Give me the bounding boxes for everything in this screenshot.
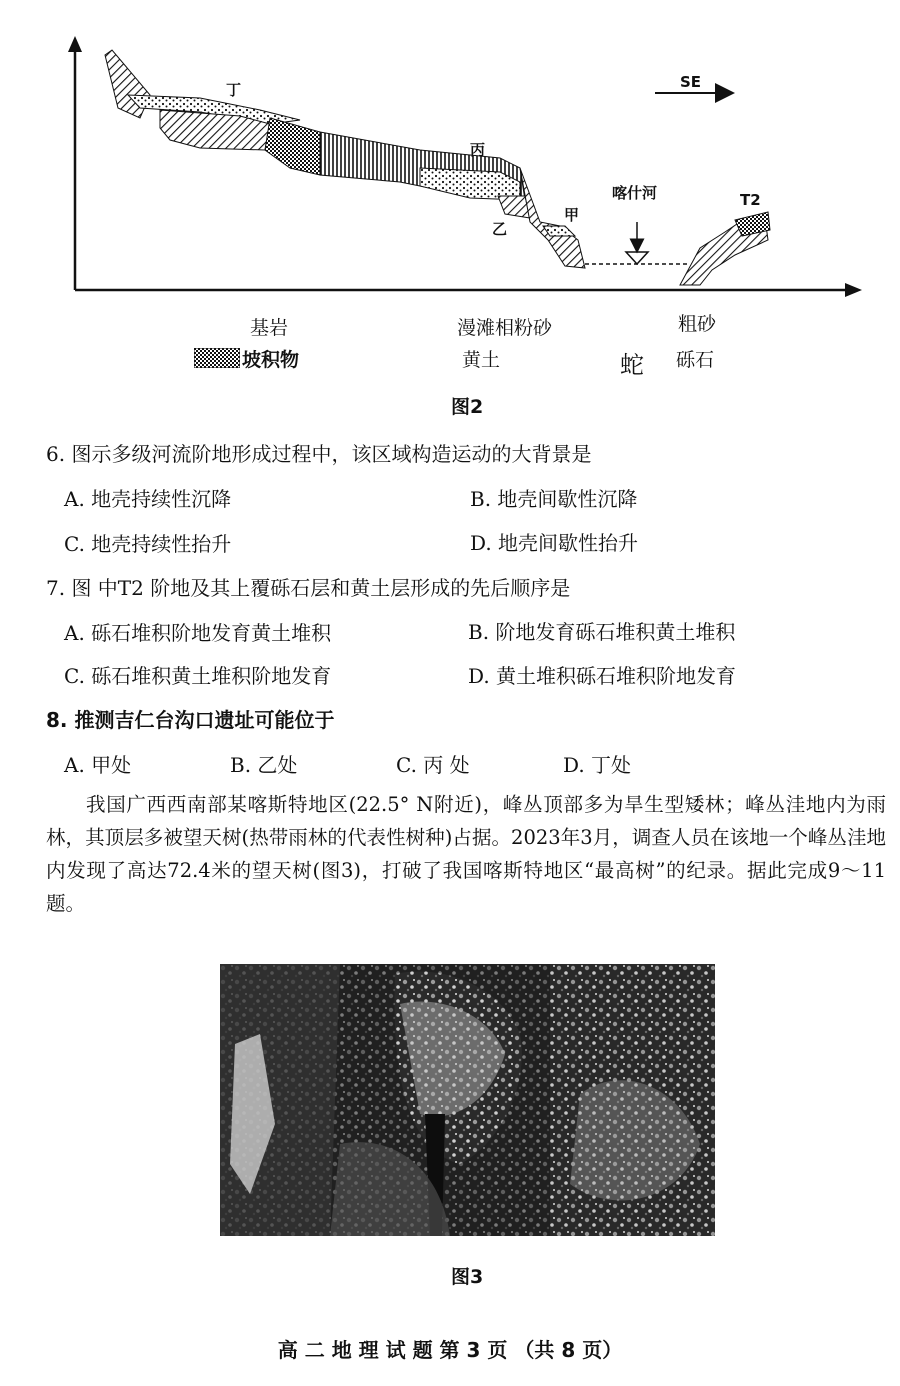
figure3-caption: 图3: [451, 1266, 484, 1288]
legend-snake-mark: 蛇: [620, 351, 644, 379]
river-marker-icon: [626, 252, 648, 264]
legend-loess: 黄土: [462, 349, 501, 371]
question-6-option-a: A. 地壳持续性沉降: [64, 487, 232, 511]
site-label-ding: 丁: [226, 81, 242, 99]
question-8-option-c: C. 丙 处: [396, 753, 470, 777]
site-label-yi: 乙: [492, 220, 508, 238]
page-footer: 高 二 地 理 试 题 第 3 页 （共 8 页）: [277, 1338, 623, 1362]
question-8-option-a: A. 甲处: [64, 753, 132, 777]
question-8-option-b: B. 乙处: [230, 753, 298, 777]
site-label-jia: 甲: [564, 206, 580, 224]
terrace-cross-section-diagram: [0, 0, 900, 310]
legend-gravel: 砾石: [676, 349, 715, 371]
rainforest-photo: [220, 964, 715, 1236]
question-7-option-b: B. 阶地发育砾石堆积黄土堆积: [468, 620, 736, 644]
question-8-option-d: D. 丁处: [563, 753, 632, 777]
terrace-label-t2: T2: [740, 191, 761, 209]
site-label-bing: 丙: [470, 141, 486, 159]
question-7-option-a: A. 砾石堆积阶地发育黄土堆积: [64, 621, 332, 645]
question-7-stem: 7. 图 中T2 阶地及其上覆砾石层和黄土层形成的先后顺序是: [46, 576, 571, 600]
direction-label: SE: [680, 73, 702, 91]
legend-bedrock: 基岩: [250, 317, 289, 339]
legend-floodplain-silt: 漫滩相粉砂: [457, 317, 553, 339]
question-6-stem: 6. 图示多级河流阶地形成过程中，该区域构造运动的大背景是: [46, 442, 592, 466]
question-7-option-d: D. 黄土堆积砾石堆积阶地发育: [468, 664, 737, 688]
question-6-option-d: D. 地壳间歇性抬升: [470, 531, 639, 555]
question-7-option-c: C. 砾石堆积黄土堆积阶地发育: [64, 664, 332, 688]
question-6-option-c: C. 地壳持续性抬升: [64, 532, 232, 556]
river-label: 喀什河: [612, 184, 658, 202]
question-8-stem: 8. 推测吉仁台沟口遗址可能位于: [46, 708, 335, 732]
legend-colluvium: 坡积物: [242, 349, 300, 371]
figure2-caption: 图2: [451, 396, 484, 418]
question-6-option-b: B. 地壳间歇性沉降: [470, 487, 638, 511]
colluvium-swatch-icon: [194, 348, 240, 368]
passage-text: 我国广西西南部某喀斯特地区(22.5° N附近)，峰丛顶部多为旱生型矮林；峰丛洼地内为雨林，其顶层多被望天树(热带雨林的代表性树种)占据。2023年3月，调查人员在该地一个峰丛洼地内发现了高达72.4米的望天树(图3)，打破了我国喀斯特地区“最高树”的纪录。据此完成9～11题。: [46, 793, 886, 915]
legend-coarse-sand: 粗砂: [678, 313, 717, 335]
